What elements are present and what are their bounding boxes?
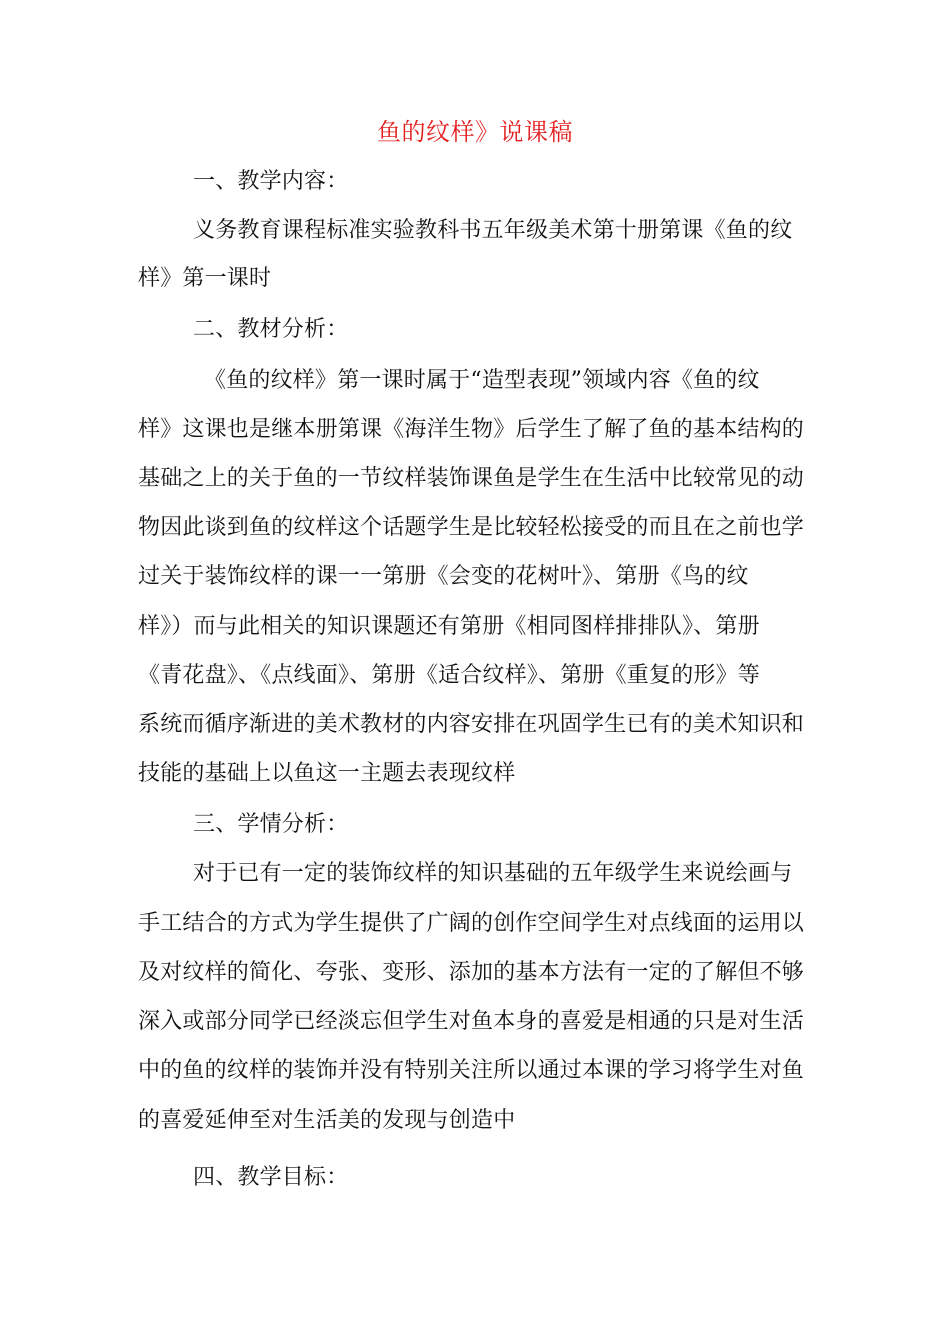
paragraph-line: 样》这课也是继本册第课《海洋生物》后学生了解了鱼的基本结构的 [138,417,805,442]
document-title: 鱼的纹样》说课稿 [377,118,573,146]
section-heading-learner-analysis: 三、学情分析： [193,812,349,837]
paragraph-line: 手工结合的方式为学生提供了广阔的创作空间学生对点线面的运用以 [138,911,805,936]
section-heading-material-analysis: 二、教材分析： [193,317,349,342]
paragraph-line: 中的鱼的纹样的装饰并没有特别关注所以通过本课的学习将学生对鱼 [138,1058,805,1083]
paragraph-line: 样》）而与此相关的知识课题还有第册《相同图样排排队》、第册 [138,614,760,639]
paragraph-line: 《鱼的纹样》第一课时属于“造型表现”领域内容《鱼的纹 [204,368,760,393]
paragraph-line: 的喜爱延伸至对生活美的发现与创造中 [138,1108,516,1133]
section-heading-teaching-content: 一、教学内容： [193,169,349,194]
section-heading-teaching-objectives: 四、教学目标： [193,1165,349,1190]
paragraph-line: 深入或部分同学已经淡忘但学生对鱼本身的喜爱是相通的只是对生活 [138,1009,805,1034]
paragraph-line: 物因此谈到鱼的纹样这个话题学生是比较轻松接受的而且在之前也学 [138,515,805,540]
paragraph-line: 《青花盘》、《点线面》、第册《适合纹样》、第册《重复的形》等 [138,663,761,688]
paragraph-line: 基础之上的关于鱼的一节纹样装饰课鱼是学生在生活中比较常见的动 [138,466,805,491]
paragraph-line: 样》第一课时 [138,266,272,291]
paragraph-line: 过关于装饰纹样的课一一第册《会变的花树叶》、第册《鸟的纹 [138,564,749,589]
paragraph-line: 义务教育课程标准实验教科书五年级美术第十册第课《鱼的纹 [193,218,793,243]
paragraph-line: 对于已有一定的装饰纹样的知识基础的五年级学生来说绘画与 [193,861,793,886]
paragraph-line: 技能的基础上以鱼这一主题去表现纹样 [138,761,516,786]
paragraph-line: 及对纹样的简化、夸张、变形、添加的基本方法有一定的了解但不够 [138,960,805,985]
paragraph-line: 系统而循序渐进的美术教材的内容安排在巩固学生已有的美术知识和 [138,712,805,737]
